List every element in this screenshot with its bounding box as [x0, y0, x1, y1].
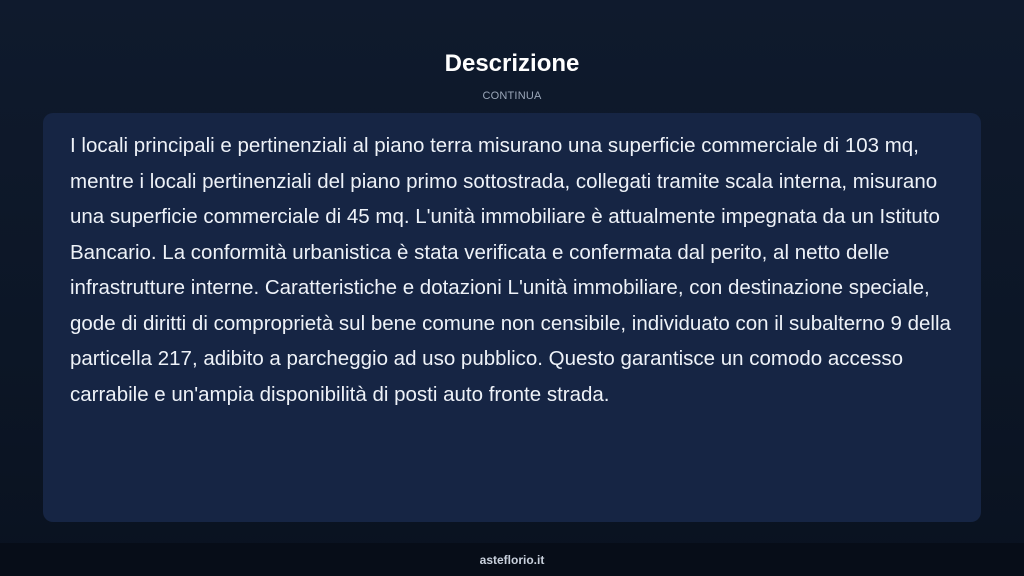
- page-subtitle: CONTINUA: [482, 90, 542, 102]
- footer-site-name: asteflorio.it: [479, 553, 545, 567]
- description-text: I locali principali e pertinenziali al piano terra misurano una superficie commerciale di 103 mq, mentre i locali pertinenziali del piano primo sottostrada, collegati tramite scala interna, misurano una superficie commerciale di 45 mq. L'unità immobiliare è attualmente impegnata da un Istituto Bancario. La conformità urbanistica è stata verificata e confermata dal perito, al netto delle infrastrutture interne. Caratteristiche e dotazioni L'unità immobiliare, con destinazione speciale, gode di diritti di comproprietà sul bene comune non censibile, individuato con il subalterno 9 della particella 217, adibito a parcheggio ad uso pubblico. Questo garantisce un comodo accesso carrabile e un'ampia disponibilità di posti auto fronte strada.: [70, 134, 951, 406]
- page-title: Descrizione: [444, 50, 580, 77]
- description-card: [43, 113, 981, 522]
- footer-bar: [0, 543, 1024, 576]
